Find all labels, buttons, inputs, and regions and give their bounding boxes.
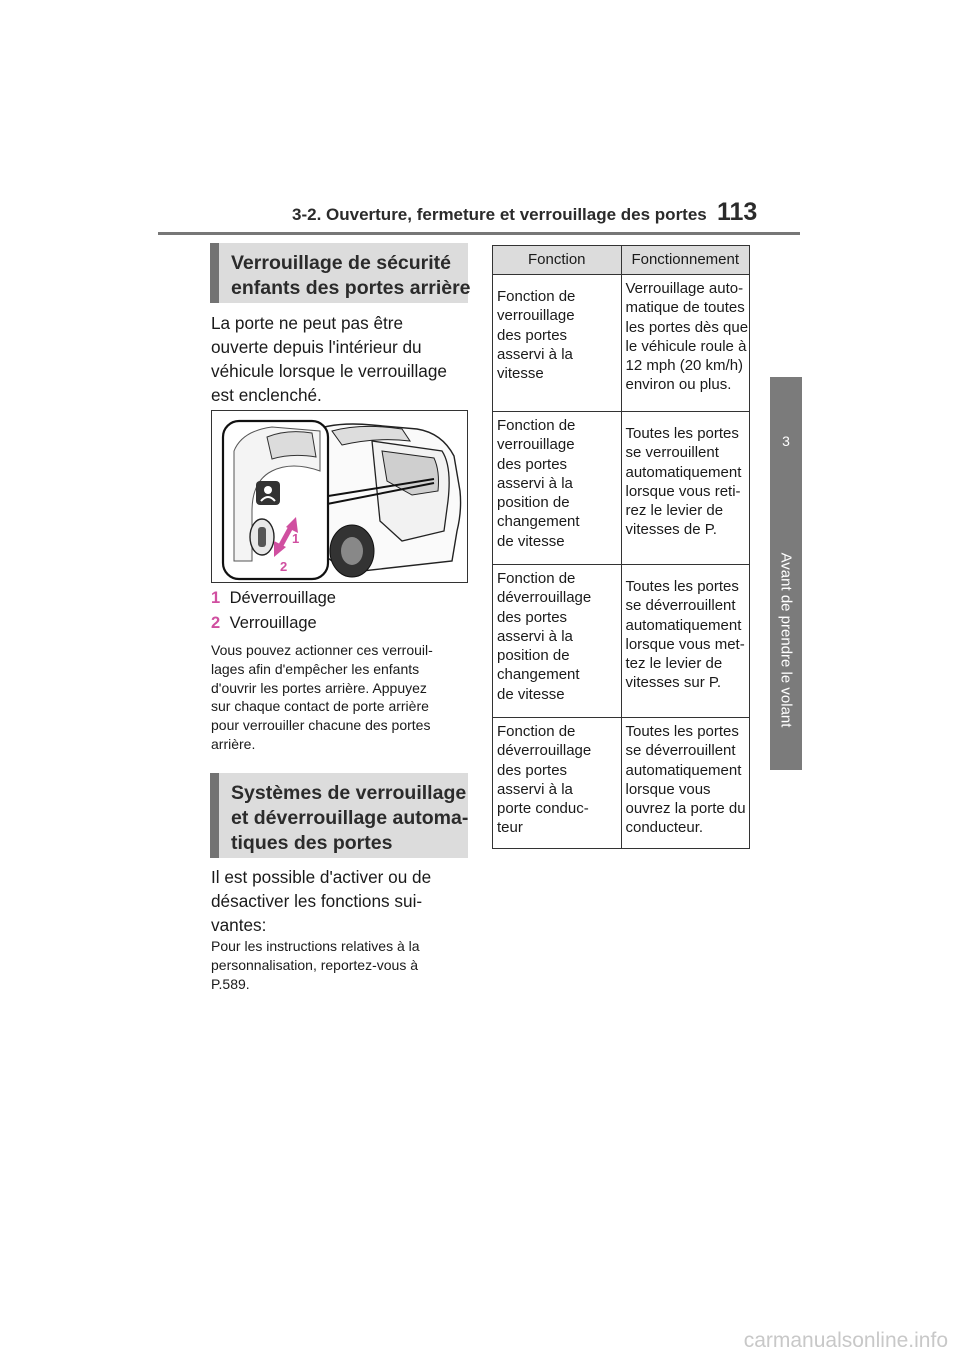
cell-line: se verrouillent	[625, 444, 719, 462]
table-cell-operation	[621, 275, 750, 412]
section-heading-auto-locking	[210, 773, 468, 858]
cell-line: Toutes les portes	[625, 425, 739, 442]
cell-line: automatiquement	[625, 463, 742, 481]
cell-line: asservi à la	[497, 345, 573, 363]
paragraph-line: désactiver les fonctions sui-	[211, 891, 423, 911]
cell-line: tez le levier de	[625, 655, 723, 673]
cell-line: des portes	[497, 326, 568, 344]
cell-line: Fonction de	[497, 288, 576, 305]
cell-line: 12 mph (20 km/h)	[625, 357, 744, 375]
table-row	[493, 718, 750, 849]
figure-label-2: 2	[280, 559, 288, 574]
cell-line: teur	[497, 819, 523, 837]
cell-line: déverrouillage	[497, 742, 592, 760]
legend-item-unlock	[211, 589, 336, 608]
customization-note	[211, 937, 471, 993]
car-door-diagram	[212, 411, 467, 582]
paragraph-line: vantes:	[211, 915, 267, 935]
paragraph-line: ouverte depuis l'intérieur du	[211, 337, 422, 357]
cell-line: le véhicule roule à	[625, 337, 747, 355]
child-lock-note	[211, 641, 471, 754]
paragraph-line: est enclenché.	[211, 385, 322, 405]
cell-line: automatiquement	[625, 616, 742, 634]
child-lock-illustration	[211, 410, 468, 583]
cell-line: se déverrouillent	[625, 597, 736, 615]
note-line: personnalisation, reportez-vous à	[211, 956, 419, 973]
table-cell-operation	[621, 412, 750, 565]
figure-label-1: 1	[292, 531, 300, 546]
cell-line: verrouillage	[497, 307, 575, 325]
cell-line: automatiquement	[625, 761, 742, 779]
paragraph-line: La porte ne peut pas être	[211, 313, 404, 333]
legend-number: 1	[211, 589, 221, 607]
note-line: Vous pouvez actionner ces verrouil-	[211, 642, 433, 658]
function-table	[492, 245, 750, 849]
cell-line: Toutes les portes	[625, 723, 739, 740]
note-line: lages afin d'empêcher les enfants	[211, 660, 420, 677]
table-cell-function	[493, 275, 622, 412]
note-line: pour verrouiller chacune des portes	[211, 717, 431, 734]
table-row	[493, 565, 750, 718]
legend-text: Verrouillage	[229, 614, 317, 632]
cell-line: position de	[497, 647, 570, 665]
table-header-function: Fonction	[493, 246, 622, 275]
table-cell-function	[493, 412, 622, 565]
cell-line: Verrouillage auto-	[625, 280, 744, 297]
cell-line: conducteur.	[625, 819, 704, 837]
cell-line: des portes	[497, 608, 568, 626]
header-rule	[158, 232, 800, 235]
cell-line: lorsque vous reti-	[625, 482, 741, 500]
cell-line: Fonction de	[497, 570, 576, 587]
cell-line: les portes dès que	[625, 318, 749, 336]
section-heading-line: Verrouillage de sécurité	[231, 252, 452, 274]
auto-locking-intro	[211, 865, 471, 937]
cell-line: Toutes les portes	[625, 578, 739, 595]
page-number: 113	[717, 198, 758, 226]
paragraph-line: Il est possible d'activer ou de	[211, 867, 432, 887]
table-header-row	[493, 246, 750, 275]
cell-line: matique de toutes	[625, 299, 745, 317]
cell-line: changement	[497, 666, 580, 684]
watermark: carmanualsonline.info	[743, 1329, 948, 1352]
cell-line: rez le levier de	[625, 502, 724, 520]
note-line: arrière.	[211, 735, 256, 752]
cell-line: se déverrouillent	[625, 742, 736, 760]
cell-line: vitesses de P.	[625, 521, 717, 539]
cell-line: de vitesse	[497, 685, 565, 703]
cell-line: Fonction de	[497, 723, 576, 740]
cell-line: lorsque vous	[625, 780, 711, 798]
table-row	[493, 275, 750, 412]
note-line: sur chaque contact de porte arrière	[211, 698, 429, 715]
legend-number: 2	[211, 614, 221, 632]
cell-line: porte conduc-	[497, 800, 589, 818]
cell-line: déverrouillage	[497, 589, 592, 607]
section-heading-line: Systèmes de verrouillage	[231, 782, 467, 804]
cell-line: lorsque vous met-	[625, 635, 745, 653]
child-lock-intro	[211, 311, 471, 407]
section-heading-line: et déverrouillage automa-	[231, 807, 469, 829]
table-row	[493, 412, 750, 565]
table-cell-operation	[621, 565, 750, 718]
cell-line: position de	[497, 494, 570, 512]
cell-line: Fonction de	[497, 417, 576, 434]
cell-line: vitesse	[497, 365, 544, 383]
cell-line: de vitesse	[497, 532, 565, 550]
table-cell-operation	[621, 718, 750, 849]
legend-item-lock	[211, 614, 317, 633]
legend-text: Déverrouillage	[229, 589, 336, 607]
table-cell-function	[493, 565, 622, 718]
section-heading-line: tiques des portes	[231, 832, 393, 854]
section-heading-child-lock	[210, 243, 471, 303]
table-cell-function	[493, 718, 622, 849]
cell-line: changement	[497, 513, 580, 531]
cell-line: asservi à la	[497, 780, 573, 798]
cell-line: des portes	[497, 455, 568, 473]
cell-line: environ ou plus.	[625, 376, 732, 394]
chapter-title: Avant de prendre le volant	[777, 552, 795, 728]
cell-line: vitesses sur P.	[625, 674, 722, 692]
note-line: d'ouvrir les portes arrière. Appuyez	[211, 679, 427, 696]
table-header-operation: Fonctionnement	[621, 246, 750, 275]
cell-line: asservi à la	[497, 474, 573, 492]
paragraph-line: véhicule lorsque le verrouillage	[211, 361, 447, 381]
cell-line: des portes	[497, 761, 568, 779]
note-line: P.589.	[211, 975, 250, 992]
cell-line: verrouillage	[497, 436, 575, 454]
section-heading-line: enfants des portes arrière	[231, 277, 471, 299]
note-line: Pour les instructions relatives à la	[211, 938, 420, 954]
cell-line: asservi à la	[497, 627, 573, 645]
running-header-title: 3-2. Ouverture, fermeture et verrouillage des portes	[292, 205, 707, 224]
chapter-number: 3	[782, 433, 790, 449]
cell-line: ouvrez la porte du	[625, 800, 746, 818]
